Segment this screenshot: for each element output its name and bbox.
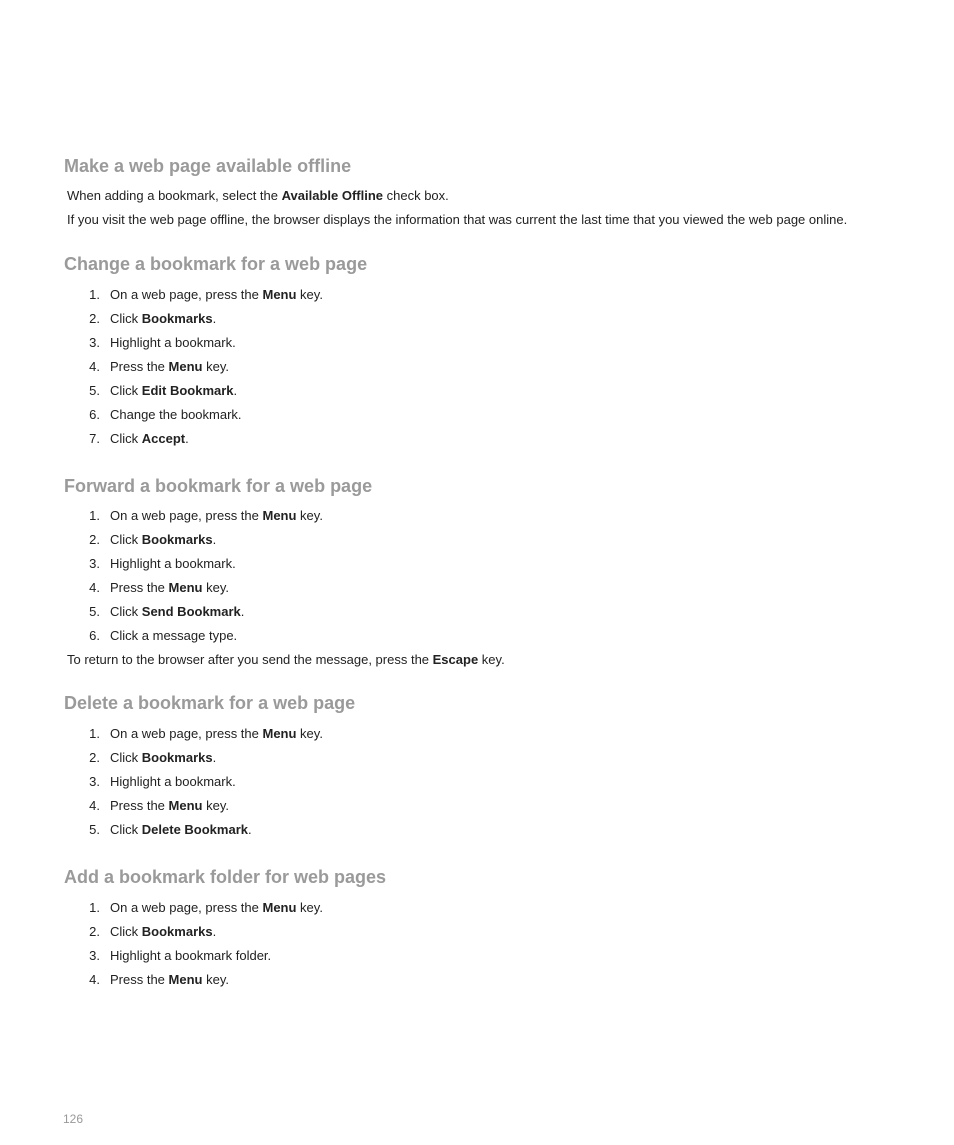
list-item: 5. Click Send Bookmark. <box>89 604 245 619</box>
list-item: 6. Click a message type. <box>89 628 238 643</box>
list-item: 2. Click Bookmarks. <box>89 750 217 765</box>
list-item: 4. Press the Menu key. <box>89 580 229 595</box>
list-item: 4. Press the Menu key. <box>89 798 229 813</box>
list-item: 3. Highlight a bookmark folder. <box>89 948 272 963</box>
page-number: 126 <box>63 1112 84 1126</box>
section-title-make-offline: Make a web page available offline <box>64 156 352 176</box>
list-item: 7. Click Accept. <box>89 431 189 446</box>
steps-forward-bookmark <box>0 507 954 651</box>
section-title-add-folder: Add a bookmark folder for web pages <box>64 867 387 887</box>
steps-change-bookmark <box>0 286 954 454</box>
list-item: 5. Click Edit Bookmark. <box>89 383 238 398</box>
list-item: 2. Click Bookmarks. <box>89 532 217 547</box>
paragraph-offline-checkbox: When adding a bookmark, select the Available Offline check box. <box>67 188 449 203</box>
section-title-forward-bookmark: Forward a bookmark for a web page <box>64 476 373 496</box>
paragraph-escape-note: To return to the browser after you send the message, press the Escape key. <box>67 652 505 667</box>
paragraph-offline-info: If you visit the web page offline, the browser displays the information that was current the last time that you viewed the web page online. <box>67 212 848 227</box>
list-item: 3. Highlight a bookmark. <box>89 774 236 789</box>
section-title-delete-bookmark: Delete a bookmark for a web page <box>64 693 356 713</box>
steps-delete-bookmark <box>0 725 954 845</box>
list-item: 4. Press the Menu key. <box>89 359 229 374</box>
list-item: 6. Change the bookmark. <box>89 407 242 422</box>
list-item: 1. On a web page, press the Menu key. <box>89 900 323 915</box>
section-title-change-bookmark: Change a bookmark for a web page <box>64 254 368 274</box>
list-item: 1. On a web page, press the Menu key. <box>89 508 323 523</box>
list-item: 3. Highlight a bookmark. <box>89 335 236 350</box>
list-item: 2. Click Bookmarks. <box>89 311 217 326</box>
list-item: 2. Click Bookmarks. <box>89 924 217 939</box>
steps-add-folder <box>0 899 954 995</box>
list-item: 5. Click Delete Bookmark. <box>89 822 252 837</box>
list-item: 1. On a web page, press the Menu key. <box>89 726 323 741</box>
list-item: 3. Highlight a bookmark. <box>89 556 236 571</box>
list-item: 4. Press the Menu key. <box>89 972 229 987</box>
list-item: 1. On a web page, press the Menu key. <box>89 287 323 302</box>
